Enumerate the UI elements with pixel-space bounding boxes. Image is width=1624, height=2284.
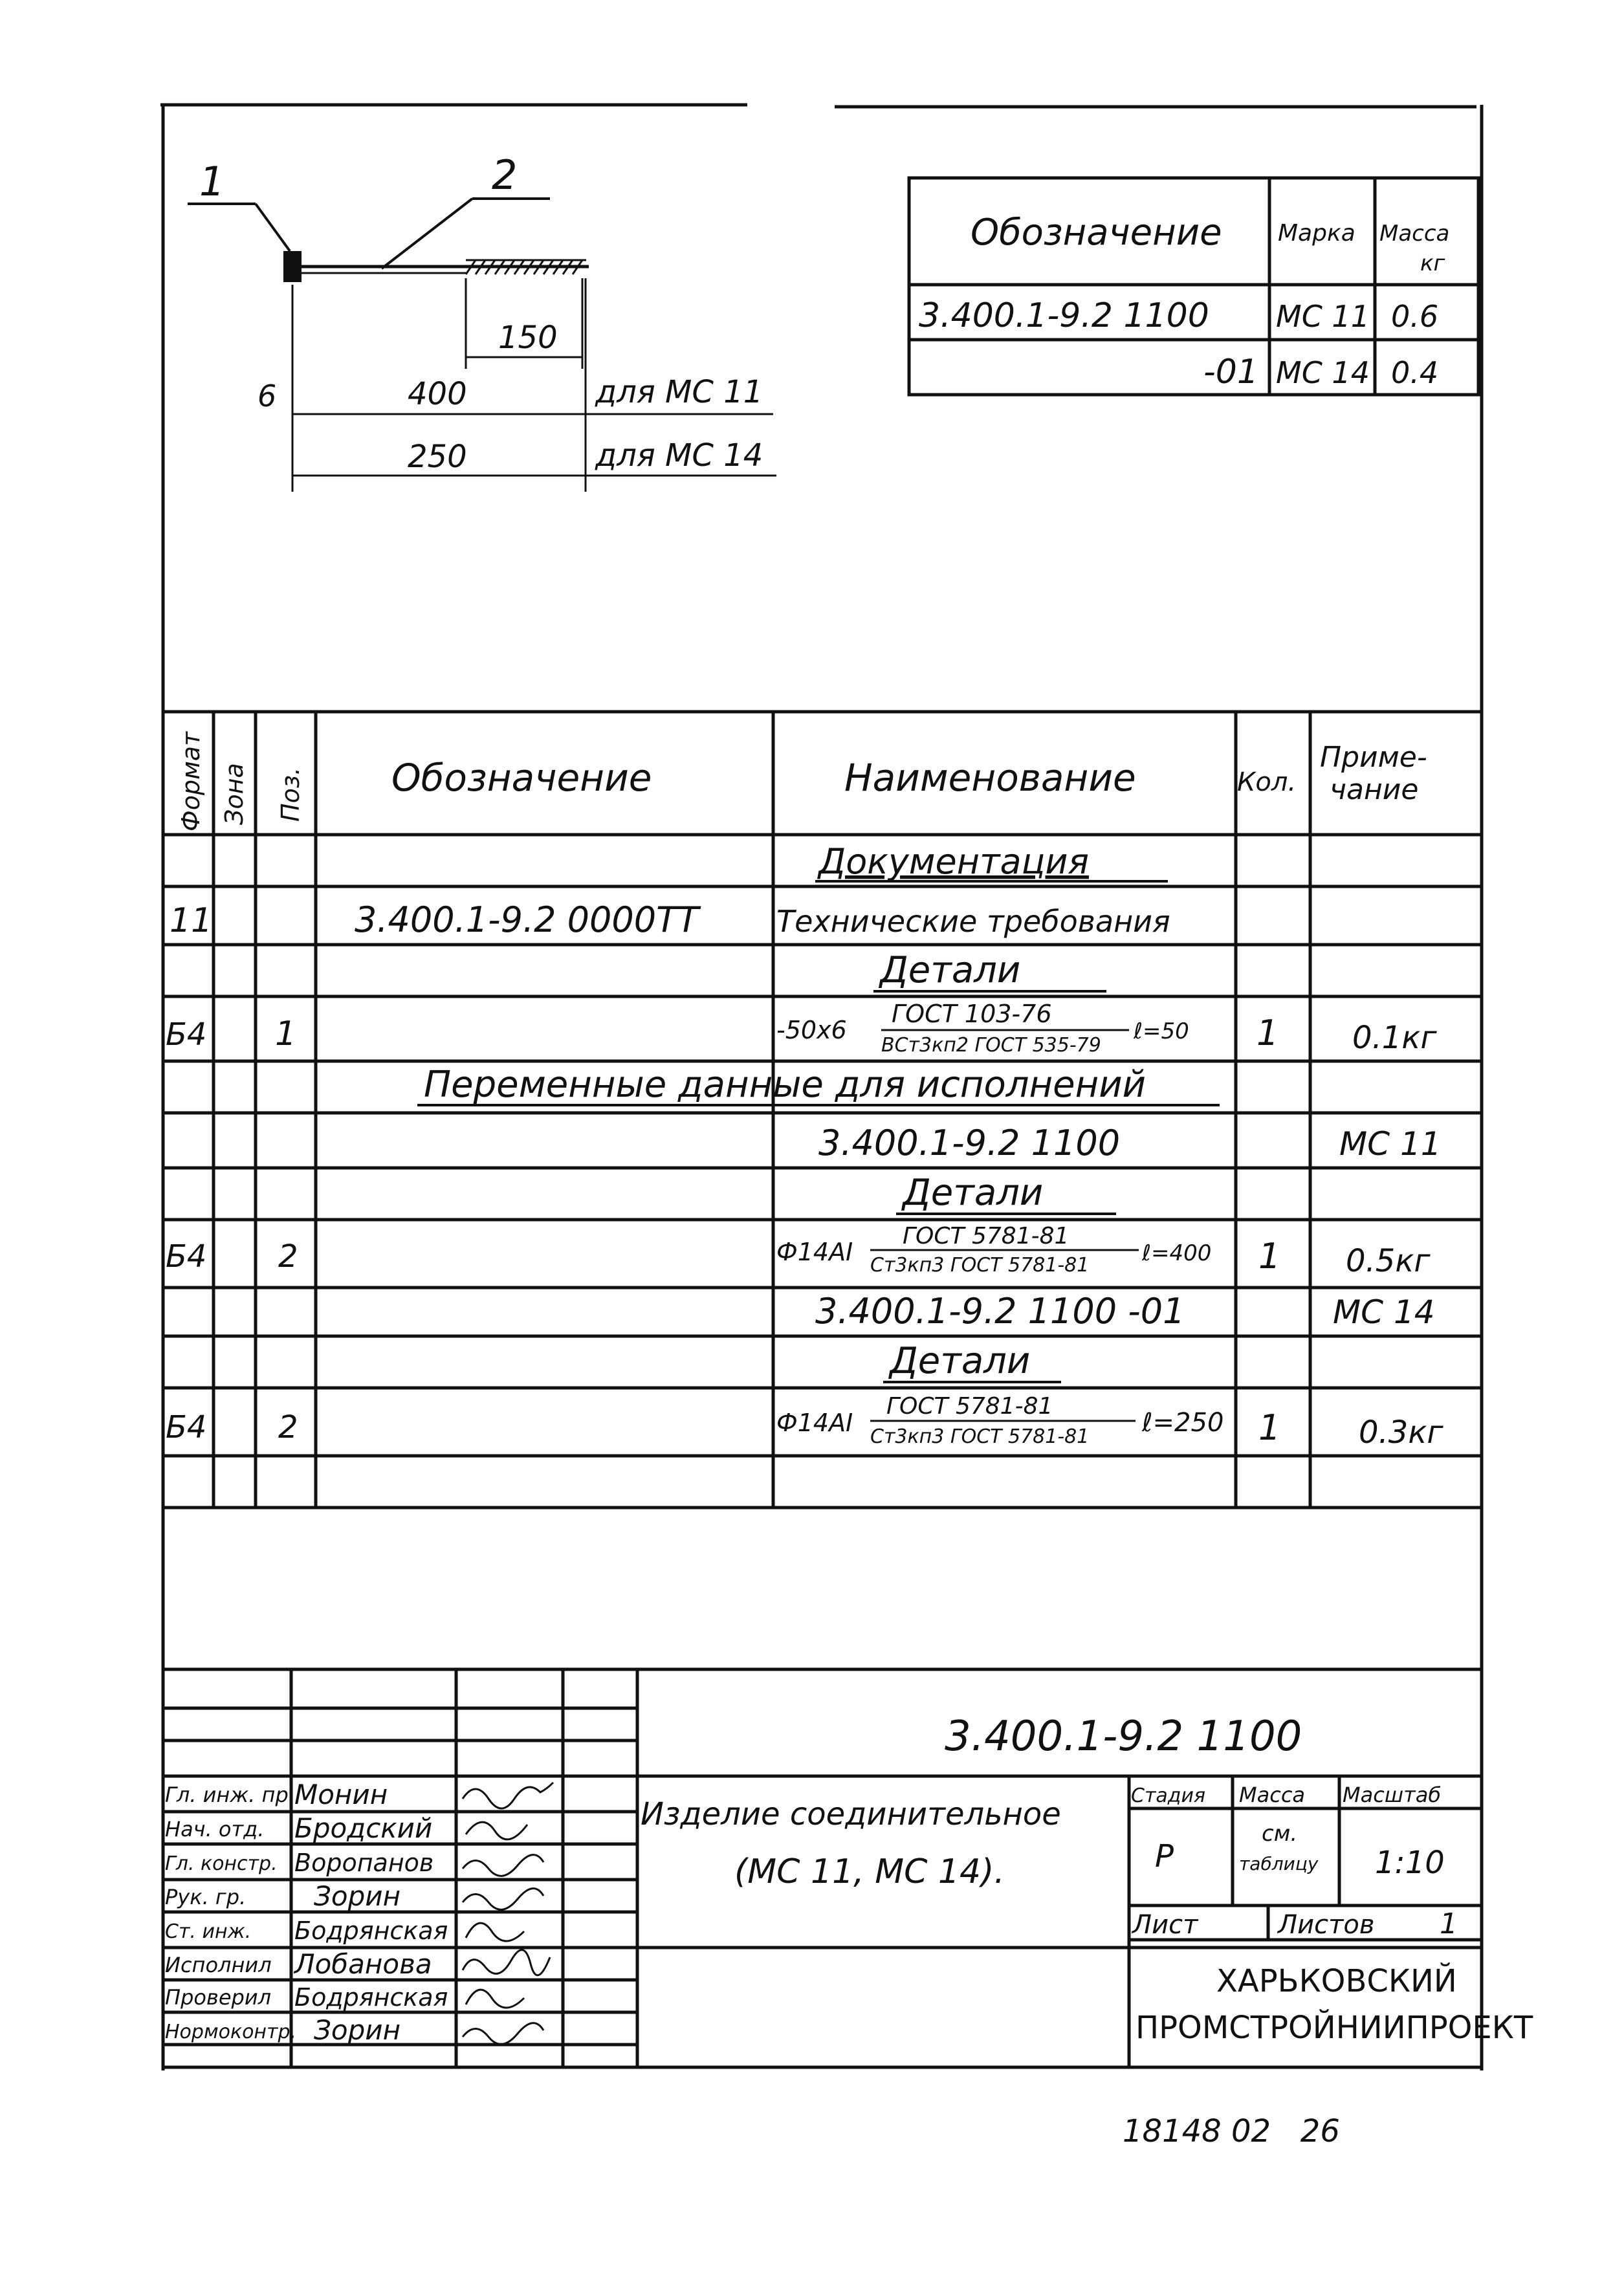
- part3-qty: 1: [1258, 1407, 1281, 1448]
- role-6: Проверил: [165, 1985, 272, 2010]
- title-code: 3.400.1-9.2 1100: [945, 1713, 1302, 1761]
- section-parts-3: Детали: [890, 1340, 1031, 1382]
- variants-row2-mass: 0.4: [1391, 355, 1439, 390]
- rod-drawing: [188, 151, 776, 492]
- spec-header-pos: Поз.: [276, 767, 305, 822]
- part3-name-top: ГОСТ 5781-81: [886, 1393, 1053, 1420]
- part2-pos: 2: [278, 1238, 298, 1275]
- role-7: Нормоконтр.: [165, 2021, 297, 2043]
- spec-header-designation: Обозначение: [391, 756, 652, 800]
- doc-row-format: 11: [170, 901, 213, 940]
- note-mc11: для МС 11: [595, 374, 763, 410]
- variants-row2-designation: -01: [1203, 353, 1258, 391]
- role-3: Рук. гр.: [165, 1885, 247, 1909]
- dim-6-label: 6: [258, 379, 277, 413]
- var2-name: 3.400.1-9.2 1100 -01: [815, 1291, 1185, 1332]
- variants-header-designation: Обозначение: [971, 212, 1222, 254]
- part1-qty: 1: [1256, 1013, 1279, 1053]
- stage-value: Р: [1155, 1838, 1174, 1874]
- spec-header-format: Формат: [177, 731, 205, 831]
- section-parts-1: Детали: [880, 949, 1021, 991]
- part3-name-suffix: ℓ=250: [1142, 1408, 1224, 1438]
- callout-leaders: [188, 199, 550, 269]
- part3-name-bottom: Ст3кп3 ГОСТ 5781-81: [870, 1425, 1090, 1448]
- org-name-2: ПРОМСТРОЙНИИПРОЕКТ: [1136, 2010, 1533, 2046]
- product-name-2: (МС 11, МС 14).: [734, 1852, 1005, 1891]
- part1-name-suffix: ℓ=50: [1134, 1018, 1189, 1044]
- part1-name-bottom: ВСт3кп2 ГОСТ 535-79: [881, 1034, 1101, 1057]
- spec-header-note-1: Приме-: [1320, 741, 1427, 774]
- part1-format: Б4: [166, 1016, 207, 1053]
- stage-label: Стадия: [1131, 1784, 1206, 1807]
- spec-header-qty: Кол.: [1237, 767, 1297, 797]
- org-name-1: ХАРЬКОВСКИЙ: [1216, 1963, 1457, 1999]
- part3-name-prefix: Ф14АI: [776, 1409, 853, 1437]
- person-4: Бодрянская: [294, 1916, 448, 1945]
- mass-value-2: таблицу: [1239, 1853, 1319, 1874]
- part1-note: 0.1кг: [1352, 1020, 1437, 1056]
- part1-name-top: ГОСТ 103-76: [892, 1000, 1052, 1028]
- person-0: Монин: [294, 1779, 388, 1810]
- part2-format: Б4: [166, 1238, 207, 1275]
- doc-row-name: Технические требования: [776, 904, 1170, 939]
- part2-qty: 1: [1258, 1236, 1281, 1277]
- spec-table: [163, 712, 1482, 1508]
- variants-table: [909, 178, 1478, 395]
- product-name-1: Изделие соединительное: [641, 1796, 1061, 1832]
- dim-400-label: 400: [408, 376, 467, 412]
- variants-header-mass-unit: кг: [1420, 250, 1445, 276]
- part2-name-top: ГОСТ 5781-81: [903, 1223, 1070, 1249]
- spec-header-note-2: чание: [1330, 773, 1419, 806]
- dim-250-label: 250: [408, 439, 467, 475]
- part2-name-prefix: Ф14АI: [776, 1238, 853, 1266]
- sheets-label: Листов: [1278, 1910, 1375, 1940]
- callout-1: 1: [199, 158, 225, 205]
- sheet-label: Лист: [1132, 1910, 1198, 1940]
- part1-name-prefix: -50х6: [776, 1016, 847, 1044]
- mass-label: Масса: [1239, 1783, 1306, 1807]
- var1-note: МС 11: [1339, 1125, 1442, 1163]
- role-1: Нач. отд.: [165, 1817, 265, 1841]
- note-mc14: для МС 14: [595, 437, 763, 474]
- person-6: Бодрянская: [294, 1983, 448, 2012]
- variants-row1-designation: 3.400.1-9.2 1100: [919, 296, 1209, 335]
- person-3: Зорин: [314, 1880, 401, 1912]
- callout-2: 2: [492, 151, 518, 199]
- part2-name-suffix: ℓ=400: [1142, 1240, 1212, 1266]
- spec-header-name: Наименование: [844, 756, 1136, 800]
- part3-pos: 2: [278, 1409, 298, 1445]
- doc-row-designation: 3.400.1-9.2 0000ТТ: [355, 899, 699, 940]
- section-variable-data: Переменные данные для исполнений: [424, 1064, 1147, 1106]
- section-parts-2: Детали: [903, 1172, 1044, 1214]
- var2-note: МС 14: [1333, 1293, 1435, 1331]
- part2-note: 0.5кг: [1346, 1243, 1431, 1279]
- sheets-value: 1: [1440, 1907, 1458, 1940]
- scale-value: 1:10: [1375, 1845, 1445, 1881]
- person-2: Воропанов: [294, 1849, 434, 1877]
- end-plate: [283, 251, 302, 282]
- var1-name: 3.400.1-9.2 1100: [818, 1123, 1121, 1163]
- role-4: Ст. инж.: [165, 1920, 252, 1943]
- mass-value-1: см.: [1262, 1821, 1298, 1847]
- title-block: [163, 1669, 1533, 2067]
- variants-header-mass: Масса: [1379, 221, 1450, 247]
- spec-header-zone: Зона: [220, 763, 248, 825]
- person-1: Бродский: [294, 1812, 433, 1844]
- variants-row2-mark: МС 14: [1276, 355, 1370, 390]
- variants-row1-mark: МС 11: [1276, 299, 1370, 334]
- role-5: Исполнил: [165, 1953, 272, 1977]
- footer-number: 18148 02 26: [1123, 2113, 1340, 2149]
- person-7: Зорин: [314, 2014, 401, 2046]
- role-0: Гл. инж. пр.: [165, 1783, 295, 1807]
- person-5: Лобанова: [294, 1948, 432, 1980]
- part3-format: Б4: [166, 1409, 207, 1445]
- scale-label: Масштаб: [1343, 1783, 1442, 1807]
- part1-pos: 1: [275, 1015, 297, 1053]
- part2-name-bottom: Ст3кп3 ГОСТ 5781-81: [870, 1254, 1090, 1277]
- dim-150-label: 150: [498, 320, 558, 356]
- section-documentation: Документация: [818, 841, 1089, 882]
- role-2: Гл. констр.: [165, 1852, 278, 1875]
- part3-note: 0.3кг: [1359, 1414, 1443, 1451]
- variants-header-mark: Марка: [1278, 220, 1355, 247]
- variants-row1-mass: 0.6: [1391, 299, 1439, 334]
